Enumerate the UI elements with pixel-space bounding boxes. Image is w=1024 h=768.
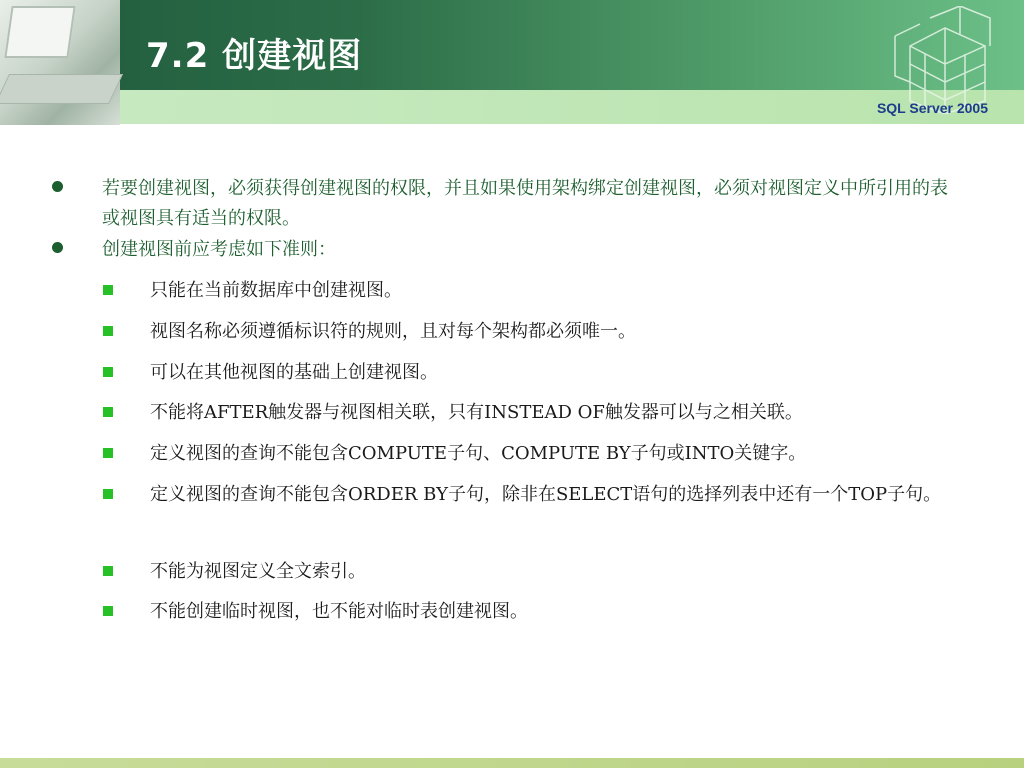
bullet-text: 创建视图前应考虑如下准则： [102,239,336,260]
sub-bullet-text: 定义视图的查询不能包含ORDER BY子句，除非在SELECT语句的选择列表中还有一个TOP子句。 [150,484,942,505]
sub-bullet-text: 可以在其他视图的基础上创建视图。 [150,362,438,383]
sub-bullet-text: 不能为视图定义全文索引。 [150,561,366,582]
keyboard-icon [0,74,123,104]
bullet-square-icon [103,489,113,499]
monitor-icon [4,6,75,58]
bullet-square-icon [103,407,113,417]
product-label: SQL Server 2005 [876,100,988,116]
bullet-square-icon [103,367,113,377]
bullet-square-icon [103,326,113,336]
cube-icon [890,6,1010,114]
footer-band [0,758,1024,768]
bullet-dot-icon [52,181,63,192]
sub-bullet-text: 不能将AFTER触发器与视图相关联，只有INSTEAD OF触发器可以与之相关联。 [150,402,803,423]
bullet-square-icon [103,606,113,616]
bullet-dot-icon [52,242,63,253]
slide-title: 7.2 创建视图 [146,36,363,76]
sub-bullet-text: 定义视图的查询不能包含COMPUTE子句、COMPUTE BY子句或INTO关键字。 [150,443,807,464]
sub-bullet-text: 不能创建临时视图，也不能对临时表创建视图。 [150,601,528,622]
bullet-square-icon [103,285,113,295]
computer-photo [0,0,120,125]
bullet-square-icon [103,566,113,576]
sub-bullet-text: 只能在当前数据库中创建视图。 [150,280,402,301]
bullet-text: 若要创建视图，必须获得创建视图的权限，并且如果使用架构绑定创建视图，必须对视图定义中所引用的表或视图具有适当的权限。 [102,178,948,229]
bullet-square-icon [103,448,113,458]
sub-bullet-text: 视图名称必须遵循标识符的规则，且对每个架构都必须唯一。 [150,321,636,342]
